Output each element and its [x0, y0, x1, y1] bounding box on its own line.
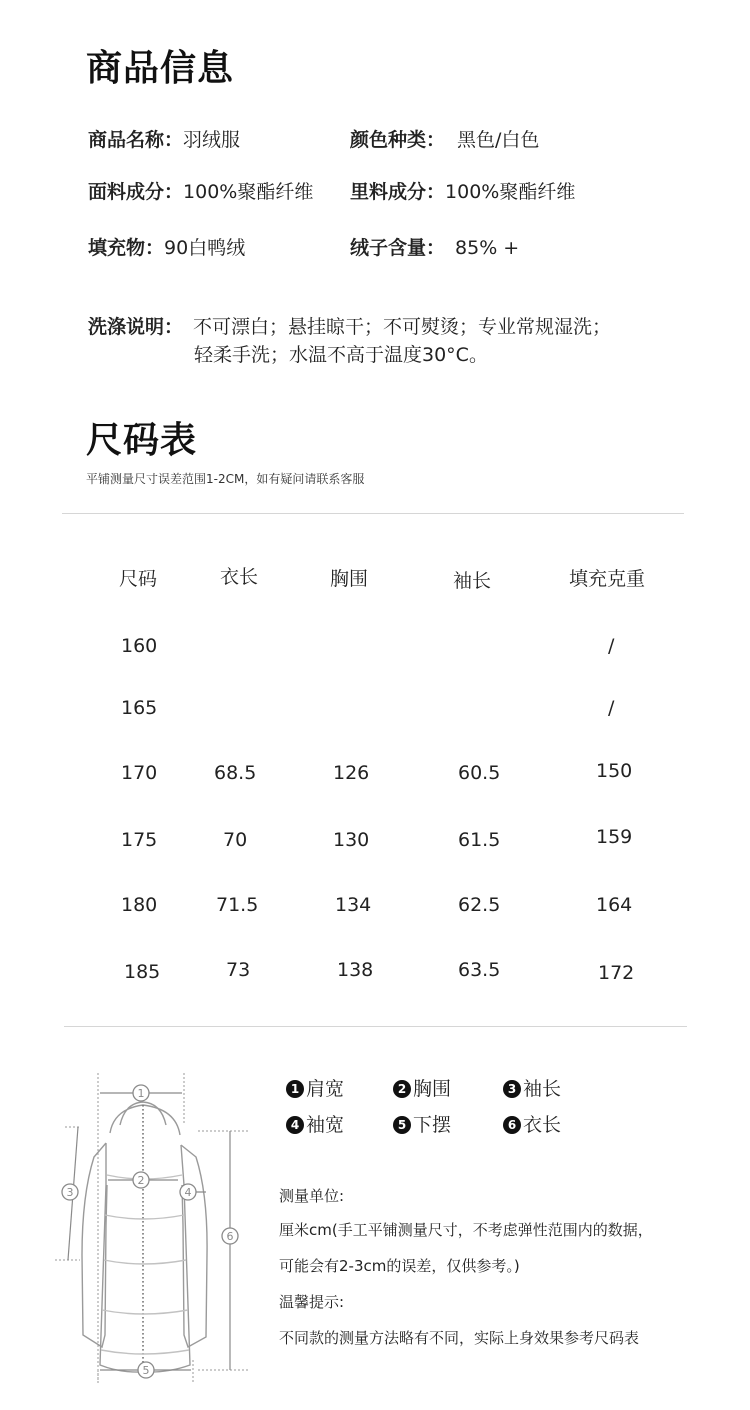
measure-unit-line-2: 可能会有2-3cm的误差，仅供参考。): [279, 1257, 520, 1275]
wash-instructions: [88, 312, 611, 339]
cell-length: 70: [223, 829, 248, 851]
tip-title: 温馨提示:: [279, 1293, 345, 1311]
header-length: 衣长: [220, 566, 259, 588]
cell-fill-weight: 172: [598, 962, 635, 984]
down-content-value: 85% +: [455, 237, 520, 259]
product-color-value: 黑色/白色: [457, 129, 540, 151]
legend-label: 胸围: [413, 1078, 452, 1100]
cell-fill-weight: /: [608, 697, 615, 719]
header-size: 尺码: [119, 568, 158, 590]
legend-label: 下摆: [413, 1114, 452, 1136]
header-chest: 胸围: [330, 568, 369, 590]
lining-value: 100%聚酯纤维: [445, 181, 576, 203]
cell-size: 160: [121, 635, 158, 657]
down-content-label: 绒子含量：: [350, 237, 446, 259]
divider-top: [62, 513, 684, 514]
cell-size: 165: [121, 697, 158, 719]
marker-4: 4: [184, 1186, 192, 1199]
product-name-label: 商品名称：: [88, 129, 184, 151]
legend-item-sleeve-width: [286, 1110, 344, 1137]
cell-fill-weight: 150: [596, 760, 633, 782]
marker-5: 5: [142, 1364, 150, 1377]
cell-chest: 126: [333, 762, 370, 784]
cell-size: 170: [121, 762, 158, 784]
legend-item-sleeve-length: [503, 1074, 561, 1101]
tip-line: 不同款的测量方法略有不同，实际上身效果参考尺码表: [279, 1329, 640, 1347]
header-sleeve: 袖长: [453, 570, 492, 592]
legend-num: 2: [393, 1080, 411, 1098]
cell-chest: 138: [337, 959, 374, 981]
legend-item-length: [503, 1110, 561, 1137]
cell-fill-weight: 159: [596, 826, 633, 848]
cell-size: 185: [124, 961, 161, 983]
legend-label: 衣长: [523, 1114, 562, 1136]
fabric-label: 面料成分：: [88, 181, 184, 203]
legend-label: 袖长: [523, 1078, 562, 1100]
cell-sleeve: 63.5: [458, 959, 501, 981]
cell-length: 71.5: [216, 894, 259, 916]
coat-sketch-diagram: [50, 1065, 260, 1390]
marker-2: 2: [137, 1174, 145, 1187]
measure-unit-title: 测量单位:: [279, 1187, 345, 1205]
cell-chest: 130: [333, 829, 370, 851]
legend-item-hem: [393, 1110, 451, 1137]
filling-row: [88, 233, 245, 260]
cell-fill-weight: /: [608, 635, 615, 657]
down-content-row: [350, 233, 519, 260]
legend-label: 肩宽: [306, 1078, 345, 1100]
measure-unit-line-1: 厘米cm(手工平铺测量尺寸，不考虑弹性范围内的数据，: [279, 1221, 653, 1239]
header-fill-weight: 填充克重: [569, 568, 646, 590]
product-info-title: 商品信息: [86, 48, 235, 89]
wash-line-2: 轻柔手洗；水温不高于温度30°C。: [194, 344, 488, 366]
cell-length: 68.5: [214, 762, 257, 784]
cell-size: 175: [121, 829, 158, 851]
cell-fill-weight: 164: [596, 894, 633, 916]
filling-label: 填充物：: [88, 237, 165, 259]
legend-num: 3: [503, 1080, 521, 1098]
cell-sleeve: 61.5: [458, 829, 501, 851]
divider-bottom: [64, 1026, 687, 1027]
cell-chest: 134: [335, 894, 372, 916]
cell-length: 73: [226, 959, 251, 981]
legend-num: 1: [286, 1080, 304, 1098]
size-chart-note: 平铺测量尺寸误差范围1-2CM，如有疑问请联系客服: [86, 472, 365, 486]
product-name-row: [88, 125, 240, 152]
marker-6: 6: [226, 1230, 234, 1243]
fabric-value: 100%聚酯纤维: [183, 181, 314, 203]
cell-size: 180: [121, 894, 158, 916]
legend-num: 4: [286, 1116, 304, 1134]
cell-sleeve: 62.5: [458, 894, 501, 916]
legend-num: 6: [503, 1116, 521, 1134]
product-color-row: [350, 125, 539, 152]
wash-label: 洗涤说明：: [88, 316, 184, 338]
product-name-value: 羽绒服: [183, 129, 241, 151]
cell-sleeve: 60.5: [458, 762, 501, 784]
legend-label: 袖宽: [306, 1114, 345, 1136]
legend-num: 5: [393, 1116, 411, 1134]
wash-line-1: 不可漂白；悬挂晾干；不可熨烫；专业常规湿洗；: [193, 316, 612, 338]
size-chart-title: 尺码表: [86, 420, 198, 461]
fabric-row: [88, 177, 313, 204]
marker-3: 3: [66, 1186, 74, 1199]
marker-1: 1: [137, 1087, 145, 1100]
legend-item-shoulder: [286, 1074, 344, 1101]
filling-value: 90白鸭绒: [164, 237, 246, 259]
lining-label: 里料成分：: [350, 181, 446, 203]
product-color-label: 颜色种类：: [350, 129, 446, 151]
lining-row: [350, 177, 575, 204]
legend-item-chest: [393, 1074, 451, 1101]
